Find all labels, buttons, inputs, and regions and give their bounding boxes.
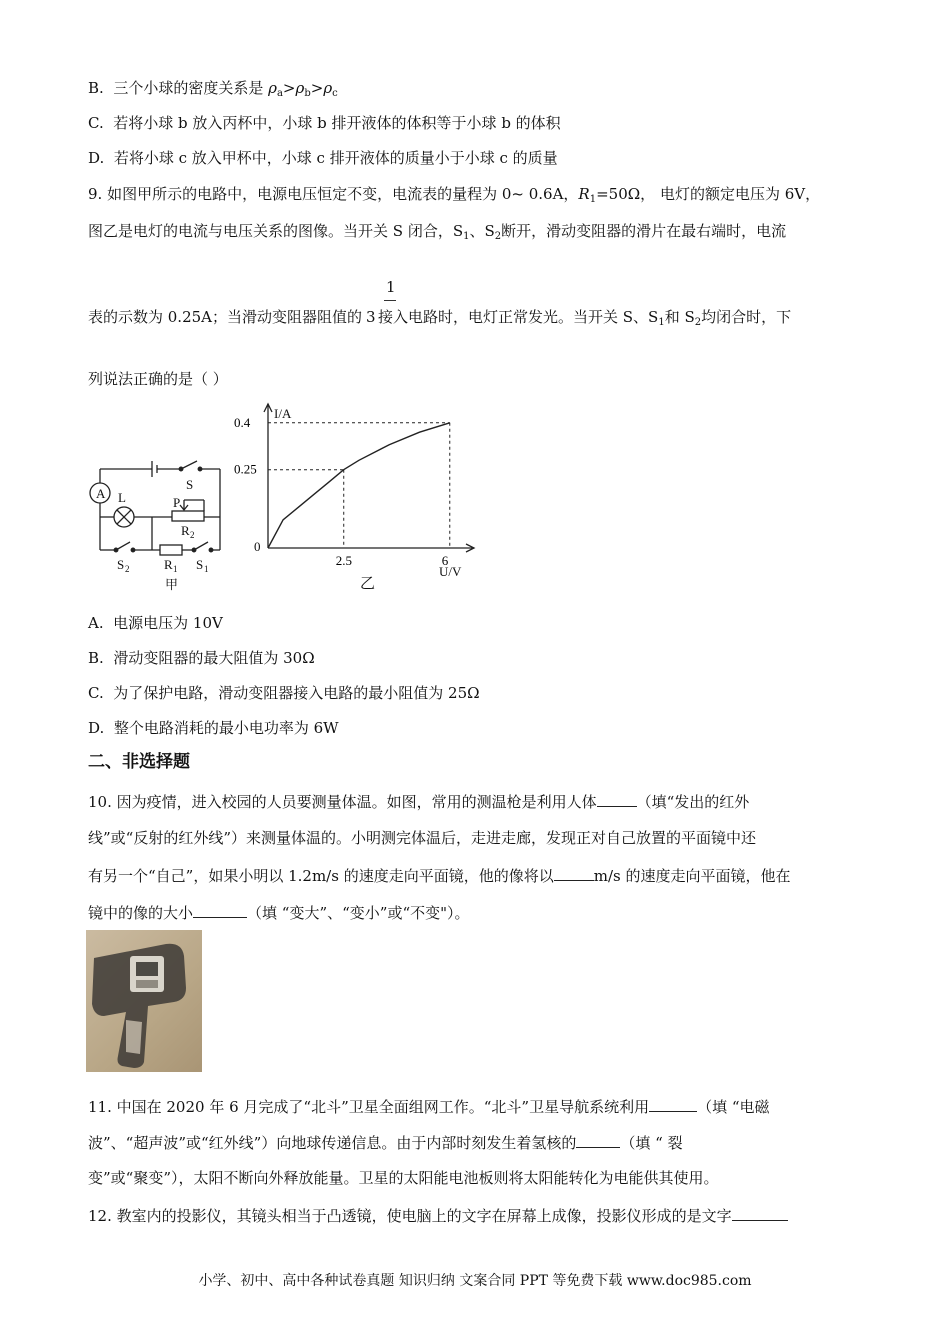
section-heading: 二、非选择题	[88, 752, 190, 772]
option-c-prev: C. 若将小球 b 放入丙杯中，小球 b 排开液体的体积等于小球 b 的体积	[88, 114, 561, 132]
q9-option-b: B. 滑动变阻器的最大阻值为 30Ω	[88, 649, 315, 667]
q9-option-c: C. 为了保护电路，滑动变阻器接入电路的最小阻值为 25Ω	[88, 684, 480, 702]
r2-label: R	[181, 523, 190, 538]
s1-label: S	[196, 557, 204, 572]
thermometer-gun-image	[86, 930, 202, 1072]
q9-option-a: A. 电源电压为 10V	[88, 614, 223, 632]
iu-chart	[232, 398, 484, 598]
y-tick-label-0: 0.4	[234, 414, 251, 430]
q9-line-4: 列说法正确的是（ ）	[88, 370, 228, 388]
s2-sub: 2	[125, 564, 130, 574]
iu-curve	[268, 423, 450, 548]
circuit-diagram	[84, 455, 234, 600]
q11-blank-2[interactable]	[576, 1131, 620, 1148]
r1-sub: 1	[173, 564, 178, 574]
option-b-prev: B. 三个小球的密度关系是 $\rho_a>\rho_b>\rho_c$	[88, 79, 338, 99]
q11-line-2: 波”、“超声波”或“红外线”）向地球传递信息。由于内部时刻发生着氢核的 （填 “ 裂	[88, 1131, 683, 1153]
x-axis-label: U/V	[439, 564, 462, 579]
fraction-numerator: 1	[386, 278, 396, 296]
ammeter-label: A	[96, 486, 106, 501]
x-tick-label-1: 6	[441, 553, 449, 568]
q10-line-3: 有另一个“自己”，如果小明以 1.2m/s 的速度走向平面镜，他的像将以 m/s 的速度走向平面镜，他在	[88, 864, 790, 886]
q12-blank-1[interactable]	[732, 1204, 788, 1221]
q10-blank-2[interactable]	[554, 864, 594, 881]
q9-line-2: 图乙是电灯的电流与电压关系的图像。当开关 S 闭合，$S_1$、$S_2$断开，滑动变阻器的滑片在最右端时，电流	[88, 222, 787, 242]
circuit-caption: 甲	[165, 577, 179, 592]
y-tick-label-1: 0.25	[234, 461, 257, 477]
r2-sub: 2	[190, 530, 195, 540]
q10-line-4: 镜中的像的大小 （填 “变大”、“变小”或“不变"）。	[88, 901, 470, 923]
s2-label: S	[117, 557, 125, 572]
x-tick-label-0: 2.5	[335, 553, 352, 568]
switch-s-label: S	[186, 477, 194, 492]
r1-label: R	[164, 557, 173, 572]
q9-option-d: D. 整个电路消耗的最小电功率为 6W	[88, 719, 339, 737]
q10-blank-3[interactable]	[193, 901, 247, 918]
q10-line-1: 10. 因为疫情，进入校园的人员要测量体温。如图，常用的测温枪是利用人体 （填“发出的红外	[88, 790, 749, 812]
q11-line-3: 变”或“聚变”），太阳不断向外释放能量。卫星的太阳能电池板则将太阳能转化为电能供其使用。	[88, 1169, 719, 1187]
q10-blank-1[interactable]	[597, 790, 637, 807]
option-d-prev: D. 若将小球 c 放入甲杯中，小球 c 排开液体的质量小于小球 c 的质量	[88, 149, 558, 167]
q11-blank-1[interactable]	[649, 1095, 697, 1112]
fraction-bar	[384, 300, 396, 301]
q9-line-3: 表的示数为 0.25A；当滑动变阻器阻值的 3 接入电路时，电灯正常发光。当开关 S、$S_1$和 $S_2$均闭合时，下	[88, 308, 792, 328]
lamp-label: L	[118, 490, 126, 505]
slider-label: P	[173, 495, 181, 510]
page-footer: 小学、初中、高中各种试卷真题 知识归纳 文案合同 PPT 等免费下载 www.doc985.com	[198, 1273, 752, 1289]
q11-line-1: 11. 中国在 2020 年 6 月完成了“北斗”卫星全面组网工作。“北斗”卫星导航系统利用 （填 “电磁	[88, 1095, 770, 1117]
s1-sub: 1	[204, 564, 209, 574]
thermometer-gun-icon	[86, 930, 202, 1072]
origin-label: 0	[254, 539, 261, 554]
chart-caption: 乙	[360, 576, 376, 592]
q12-line-1: 12. 教室内的投影仪，其镜头相当于凸透镜，使电脑上的文字在屏幕上成像，投影仪形成的是文字	[88, 1204, 788, 1226]
q10-line-2: 线”或“反射的红外线”）来测量体温的。小明测完体温后，走进走廊，发现正对自己放置的平面镜中还	[88, 829, 757, 847]
q9-line-1: 9. 如图甲所示的电路中，电源电压恒定不变，电流表的量程为 0~ 0.6A，$R_1=50\Omega$， 电灯的额定电压为 6V，	[88, 185, 821, 205]
y-axis-label: I/A	[274, 406, 292, 421]
